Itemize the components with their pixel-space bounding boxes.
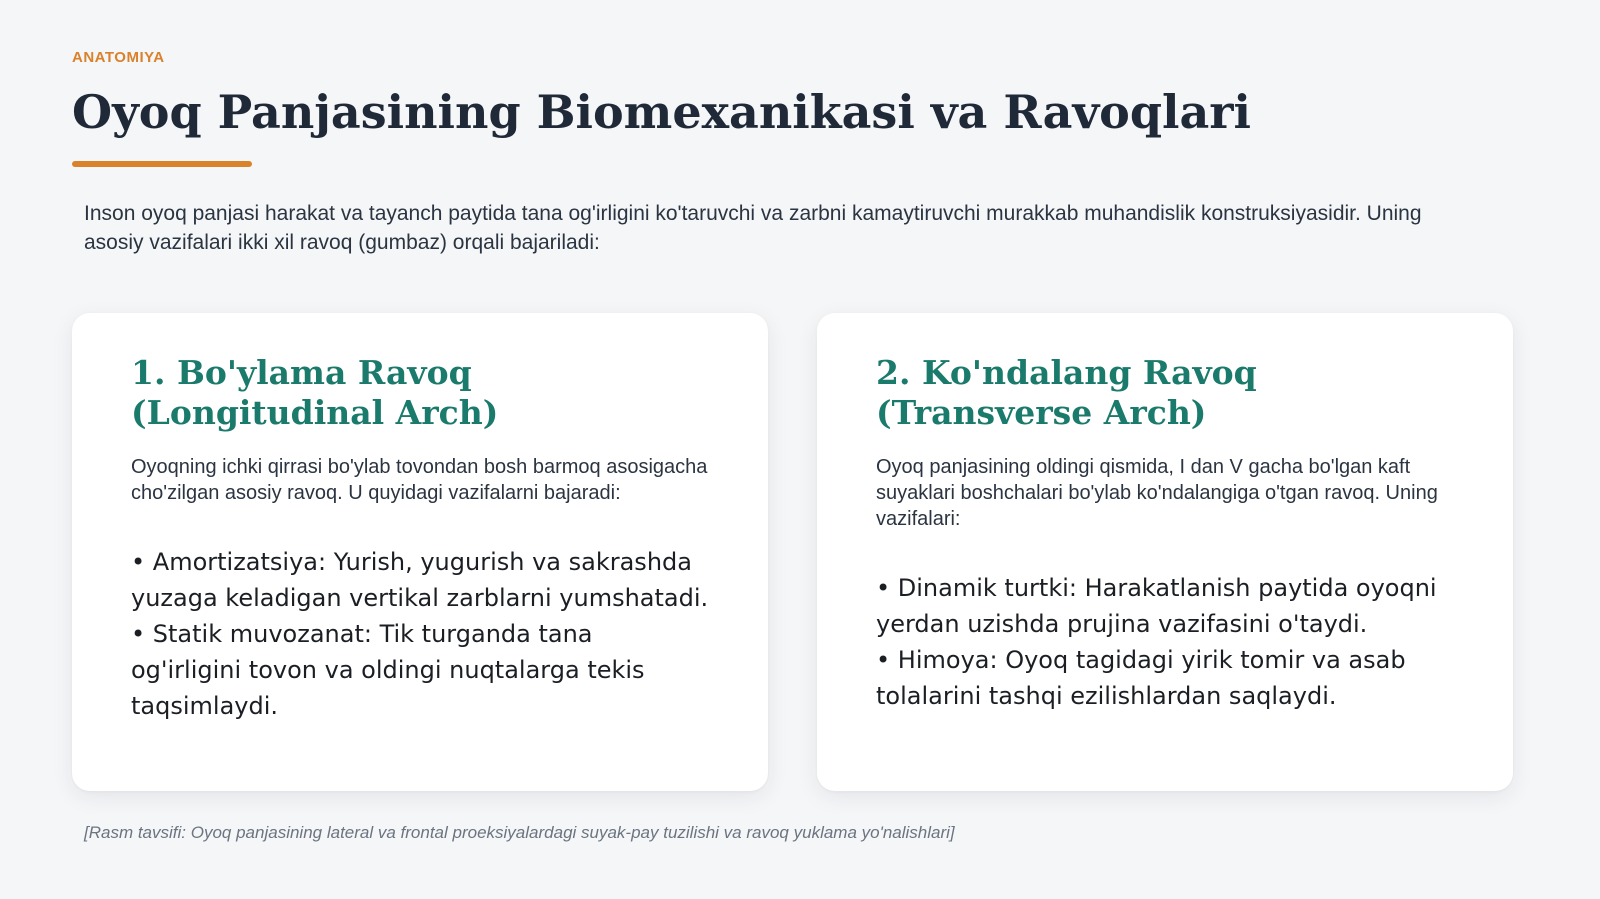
card-title: 2. Ko'ndalang Ravoq (Transverse Arch)	[876, 353, 1257, 432]
title-underline	[72, 161, 252, 167]
page-title: Oyoq Panjasining Biomexanikasi va Ravoqlari	[72, 85, 1252, 139]
bullet-item: • Statik muvozanat: Tik turganda tana og'irligini tovon va oldingi nuqtalarga tekis taqsimlaydi.	[131, 620, 645, 720]
intro-paragraph: Inson oyoq panjasi harakat va tayanch paytida tana og'irligini ko'taruvchi va zarbni kamaytiruvchi murakkab muhandislik konstruksiyasidir. Uning asosiy vazifalari ikki xil ravoq (gumbaz) orqali bajariladi:	[84, 202, 1422, 254]
bullet-list	[131, 544, 710, 724]
card-longitudinal-arch	[72, 313, 768, 791]
section-kicker: ANATOMIYA	[72, 49, 165, 66]
bullet-list	[876, 570, 1455, 714]
bullet-item: • Amortizatsiya: Yurish, yugurish va sakrashda yuzaga keladigan vertikal zarblarni yumshatadi.	[131, 548, 709, 612]
figure-caption: [Rasm tavsifi: Oyoq panjasining lateral va frontal proeksiyalardagi suyak-pay tuzilishi va ravoq yuklama yo'nalishlari]	[84, 823, 955, 842]
card-description: Oyoqning ichki qirrasi bo'ylab tovondan bosh barmoq asosigacha cho'zilgan asosiy ravoq. U quyidagi vazifalarni bajaradi:	[131, 456, 708, 504]
card-title: 1. Bo'ylama Ravoq (Longitudinal Arch)	[131, 353, 499, 432]
bullet-item: • Dinamik turtki: Harakatlanish paytida oyoqni yerdan uzishda prujina vazifasini o'taydi.	[876, 574, 1437, 638]
card-transverse-arch	[817, 313, 1513, 791]
bullet-item: • Himoya: Oyoq tagidagi yirik tomir va asab tolalarini tashqi ezilishlardan saqlaydi.	[876, 646, 1406, 710]
card-description: Oyoq panjasining oldingi qismida, I dan V gacha bo'lgan kaft suyaklari boshchalari bo'ylab ko'ndalangiga o'tgan ravoq. Uning vazifalari:	[876, 456, 1438, 530]
